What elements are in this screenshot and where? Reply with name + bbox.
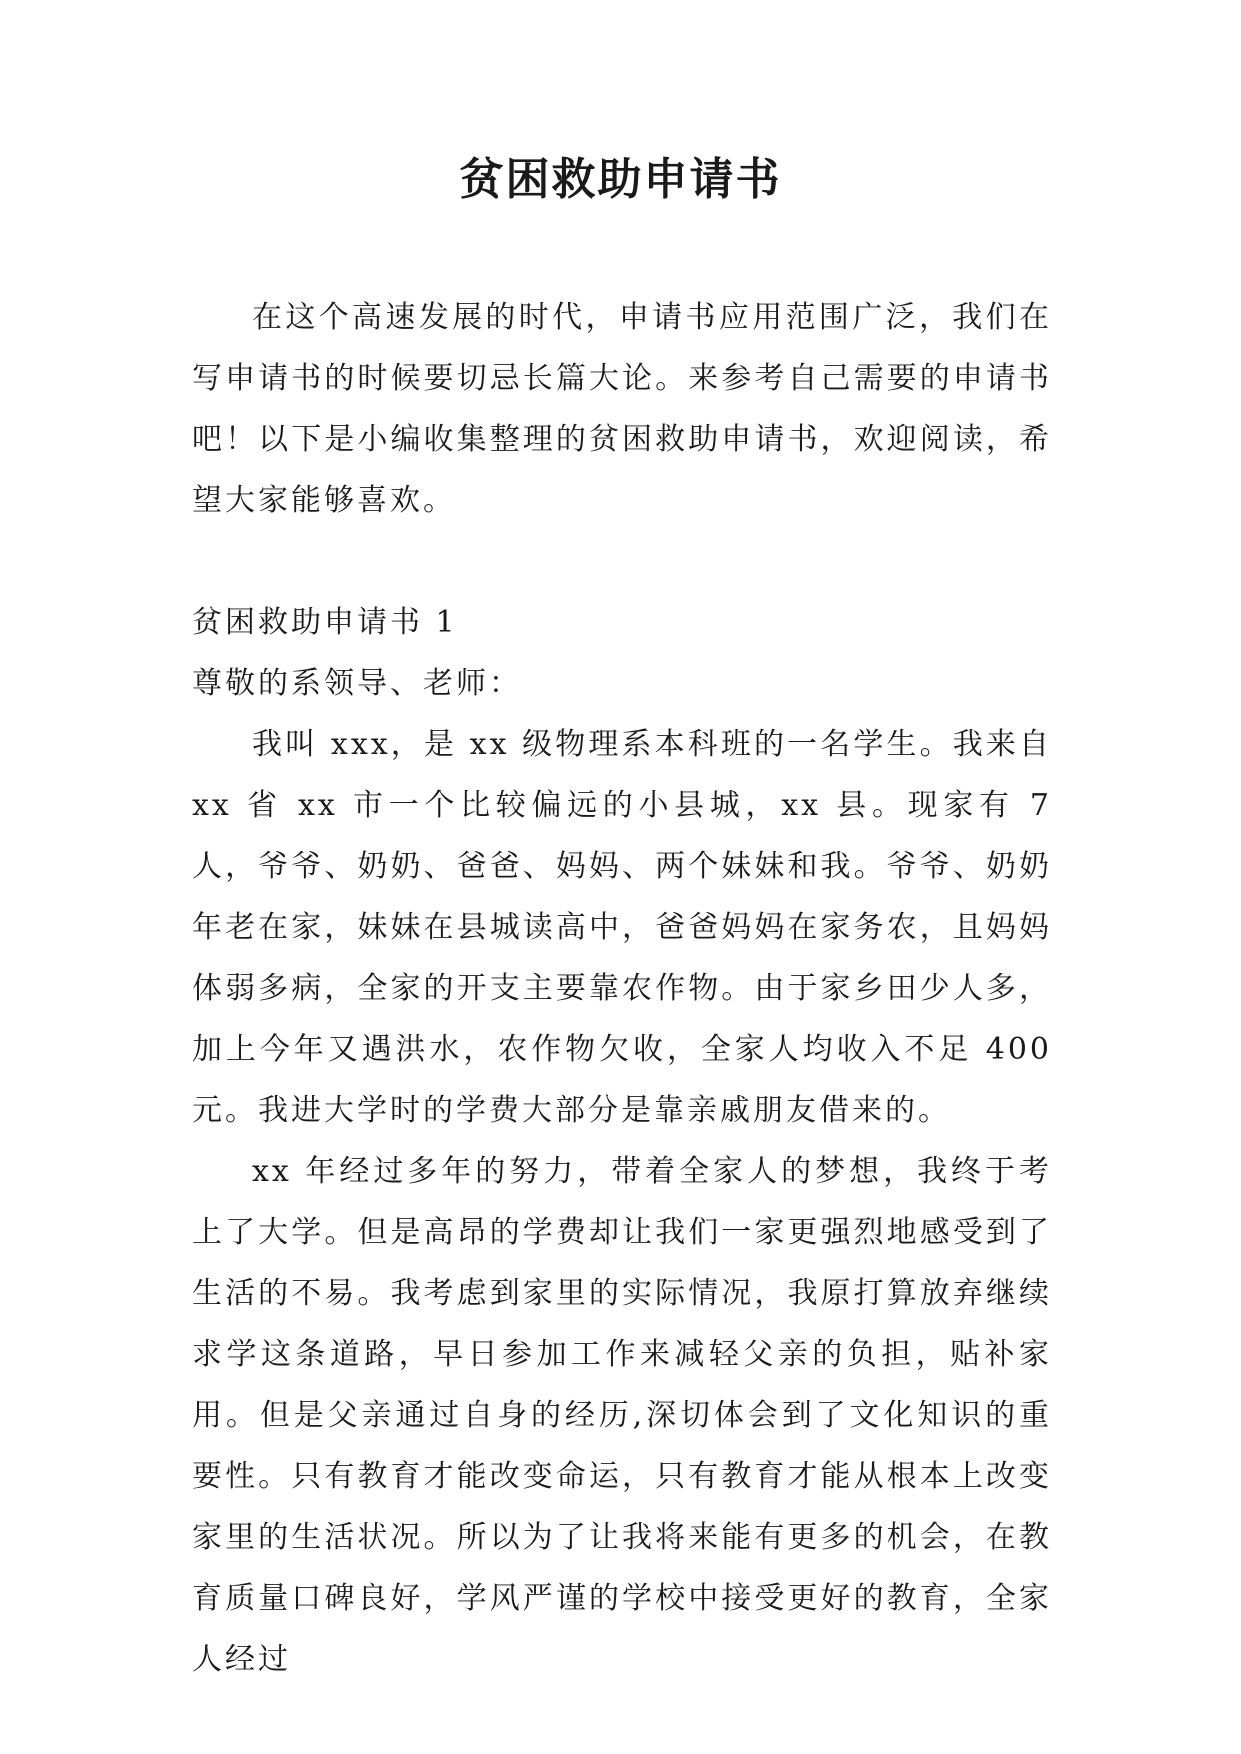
body-paragraph: 我叫 xxx，是 xx 级物理系本科班的一名学生。我来自 xx 省 xx 市一个比较偏远的小县城，xx 县。现家有 7 人，爷爷、奶奶、爸爸、妈妈、两个妹妹和我。爷爷、奶奶年老在家，妹妹在县城读高中，爸爸妈妈在家务农，且妈妈体弱多病，全家的开支主要靠农作物。由于家乡田少人多，加上今年又遇洪水，农作物欠收，全家人均收入不足 400 元。我进大学时的学费大部分是靠亲戚朋友借来的。 xyxy=(192,727,1052,1128)
paragraph-spacer xyxy=(192,531,1052,592)
document-body xyxy=(192,287,1052,1690)
body-paragraph: xx 年经过多年的努力，带着全家人的梦想，我终于考上了大学。但是高昂的学费却让我们一家更强烈地感受到了生活的不易。我考虑到家里的实际情况，我原打算放弃继续求学这条道路，早日参加工作来减轻父亲的负担，贴补家用。但是父亲通过自身的经历,深切体会到了文化知识的重要性。只有教育才能改变命运，只有教育才能从根本上改变家里的生活状况。所以为了让我将来能有更多的机会，在教育质量口碑良好，学风严谨的学校中接受更好的教育，全家人经过 xyxy=(192,1154,1052,1677)
salutation: 尊敬的系领导、老师： xyxy=(192,666,522,701)
intro-paragraph: 在这个高速发展的时代，申请书应用范围广泛，我们在写申请书的时候要切忌长篇大论。来参考自己需要的申请书吧！以下是小编收集整理的贫困救助申请书，欢迎阅读，希望大家能够喜欢。 xyxy=(192,300,1052,518)
document-title: 贫困救助申请书 xyxy=(459,154,782,205)
section-heading: 贫困救助申请书 1 xyxy=(192,605,458,640)
